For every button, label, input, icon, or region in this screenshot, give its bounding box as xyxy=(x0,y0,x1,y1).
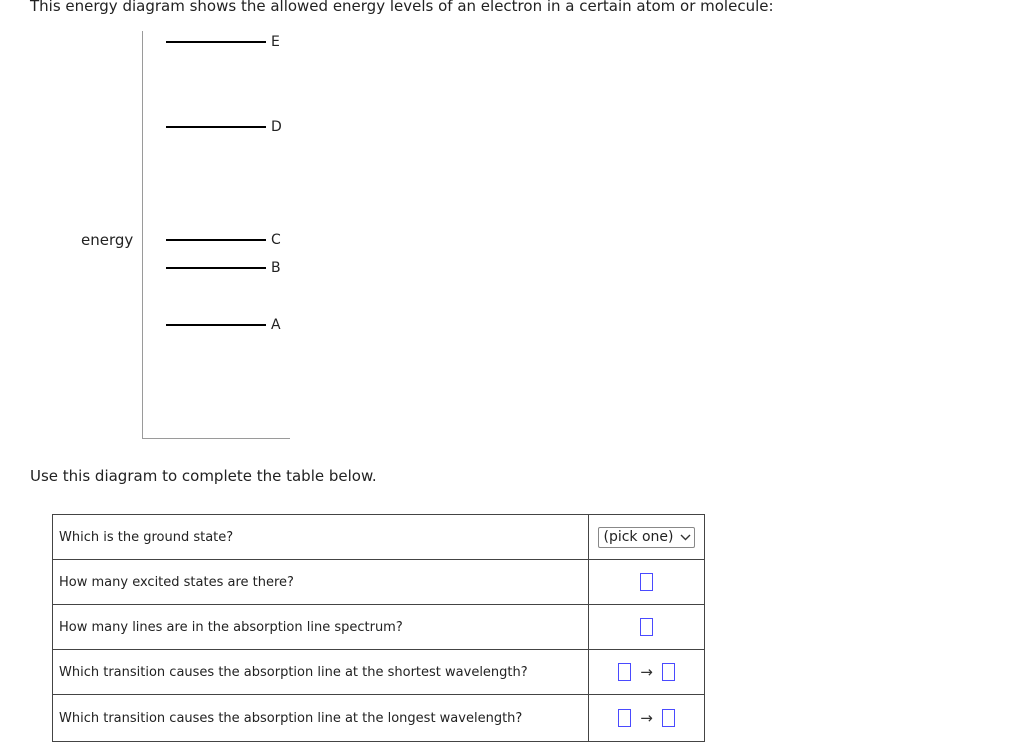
chevron-down-icon xyxy=(680,534,691,541)
energy-axis-label: energy xyxy=(81,231,134,249)
right-arrow-icon: → xyxy=(640,663,653,681)
energy-level-c xyxy=(166,239,266,241)
table-row xyxy=(53,560,705,605)
instruction-text: Use this diagram to complete the table below. xyxy=(30,467,377,485)
question-longest-wavelength: Which transition causes the absorption line at the longest wavelength? xyxy=(53,695,589,742)
shortest-to-input[interactable] xyxy=(662,663,675,681)
question-excited-states: How many excited states are there? xyxy=(53,560,589,605)
excited-states-input[interactable] xyxy=(640,573,653,591)
answer-cell xyxy=(589,695,705,742)
energy-level-b xyxy=(166,267,266,269)
question-table xyxy=(52,514,705,742)
question-ground-state: Which is the ground state? xyxy=(53,515,589,560)
energy-level-e xyxy=(166,41,266,43)
table-row xyxy=(53,695,705,742)
energy-axis xyxy=(142,31,143,439)
energy-level-d-label: D xyxy=(271,119,282,135)
question-absorption-lines: How many lines are in the absorption line spectrum? xyxy=(53,605,589,650)
intro-text: This energy diagram shows the allowed energy levels of an electron in a certain atom or molecule: xyxy=(30,0,774,15)
answer-cell xyxy=(589,650,705,695)
absorption-lines-input[interactable] xyxy=(640,618,653,636)
energy-diagram xyxy=(0,0,340,450)
baseline-axis xyxy=(142,438,290,439)
energy-level-c-label: C xyxy=(271,232,281,248)
shortest-from-input[interactable] xyxy=(618,663,631,681)
question-shortest-wavelength: Which transition causes the absorption line at the shortest wavelength? xyxy=(53,650,589,695)
longest-from-input[interactable] xyxy=(618,709,631,727)
energy-level-a xyxy=(166,324,266,326)
right-arrow-icon: → xyxy=(640,709,653,727)
answer-cell xyxy=(589,560,705,605)
longest-to-input[interactable] xyxy=(662,709,675,727)
energy-level-b-label: B xyxy=(271,260,281,276)
table-row xyxy=(53,605,705,650)
select-value: (pick one) xyxy=(603,528,674,545)
energy-level-d xyxy=(166,126,266,128)
energy-level-a-label: A xyxy=(271,317,281,333)
ground-state-select[interactable] xyxy=(598,527,694,548)
answer-cell xyxy=(589,515,705,560)
answer-cell xyxy=(589,605,705,650)
table-row xyxy=(53,650,705,695)
table-row xyxy=(53,515,705,560)
energy-level-e-label: E xyxy=(271,34,280,50)
